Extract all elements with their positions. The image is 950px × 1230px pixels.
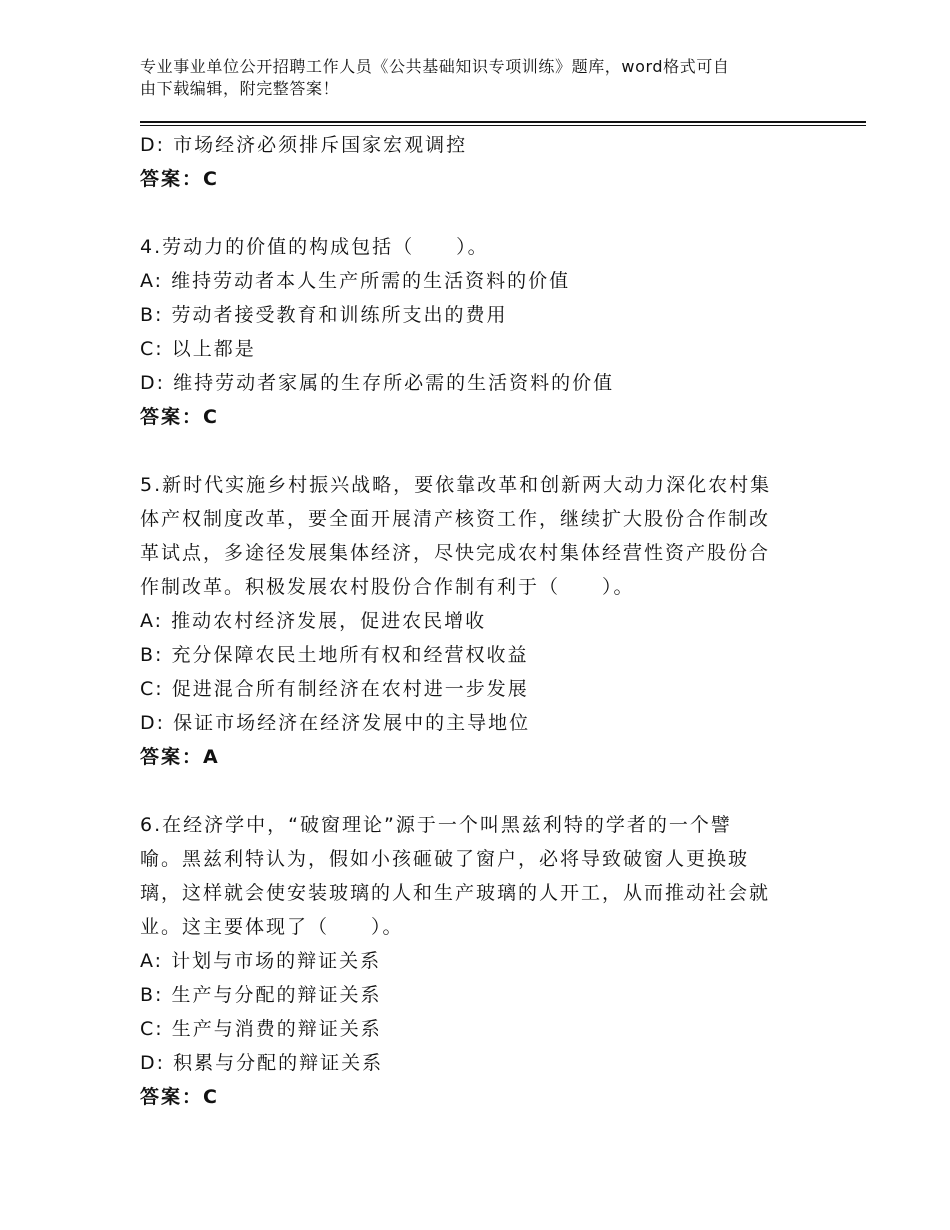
- spacer: [140, 434, 800, 468]
- answer: 答案：C: [140, 1086, 219, 1108]
- header-line-1: 专业事业单位公开招聘工作人员《公共基础知识专项训练》题库，word格式可自: [140, 57, 730, 76]
- option-d: D: 维持劳动者家属的生存所必需的生活资料的价值: [140, 372, 615, 394]
- option-d: D: 积累与分配的辩证关系: [140, 1052, 384, 1074]
- answer: 答案：C: [140, 406, 219, 428]
- question-text-line: 璃，这样就会使安装玻璃的人和生产玻璃的人开工，从而推动社会就: [140, 882, 771, 904]
- question-text-line: 体产权制度改革，要全面开展清产核资工作，继续扩大股份合作制改: [140, 508, 771, 530]
- question-5: [140, 468, 800, 774]
- option-b: B: 生产与分配的辩证关系: [140, 984, 382, 1006]
- option-a: A: 推动农村经济发展，促进农民增收: [140, 610, 487, 632]
- question-text: 4.劳动力的价值的构成包括（ ）。: [140, 236, 489, 258]
- question-6: [140, 808, 800, 1114]
- question-text-line: 革试点，多途径发展集体经济，尽快完成农村集体经营性资产股份合: [140, 542, 771, 564]
- header-divider-thick: [140, 121, 866, 123]
- question-4: [140, 230, 800, 434]
- option-c: C: 以上都是: [140, 338, 256, 360]
- spacer: [140, 774, 800, 808]
- header-line-2: 由下载编辑，附完整答案！: [140, 79, 340, 98]
- option-b: B: 充分保障农民土地所有权和经营权收益: [140, 644, 529, 666]
- spacer: [140, 196, 800, 230]
- question-text-line: 5.新时代实施乡村振兴战略，要依靠改革和创新两大动力深化农村集: [140, 474, 772, 496]
- option-c: C: 促进混合所有制经济在农村进一步发展: [140, 678, 529, 700]
- header-divider-thin: [140, 125, 866, 126]
- option-d: D: 保证市场经济在经济发展中的主导地位: [140, 712, 531, 734]
- question-3-tail: [140, 128, 800, 196]
- question-text-line: 喻。黑兹利特认为，假如小孩砸破了窗户，必将导致破窗人更换玻: [140, 848, 750, 870]
- page-header: [140, 56, 810, 100]
- option-a: A: 计划与市场的辩证关系: [140, 950, 382, 972]
- option-a: A: 维持劳动者本人生产所需的生活资料的价值: [140, 270, 571, 292]
- document-body: [140, 128, 800, 1114]
- option-b: B: 劳动者接受教育和训练所支出的费用: [140, 304, 508, 326]
- question-text-line: 6.在经济学中，“破窗理论”源于一个叫黑兹利特的学者的一个譬: [140, 814, 732, 836]
- option-c: C: 生产与消费的辩证关系: [140, 1018, 382, 1040]
- answer: 答案：A: [140, 746, 220, 768]
- option-d: D: 市场经济必须排斥国家宏观调控: [140, 134, 468, 156]
- answer: 答案：C: [140, 168, 219, 190]
- question-text-line: 业。这主要体现了（ ）。: [140, 916, 404, 938]
- question-text-line: 作制改革。积极发展农村股份合作制有利于（ ）。: [140, 576, 635, 598]
